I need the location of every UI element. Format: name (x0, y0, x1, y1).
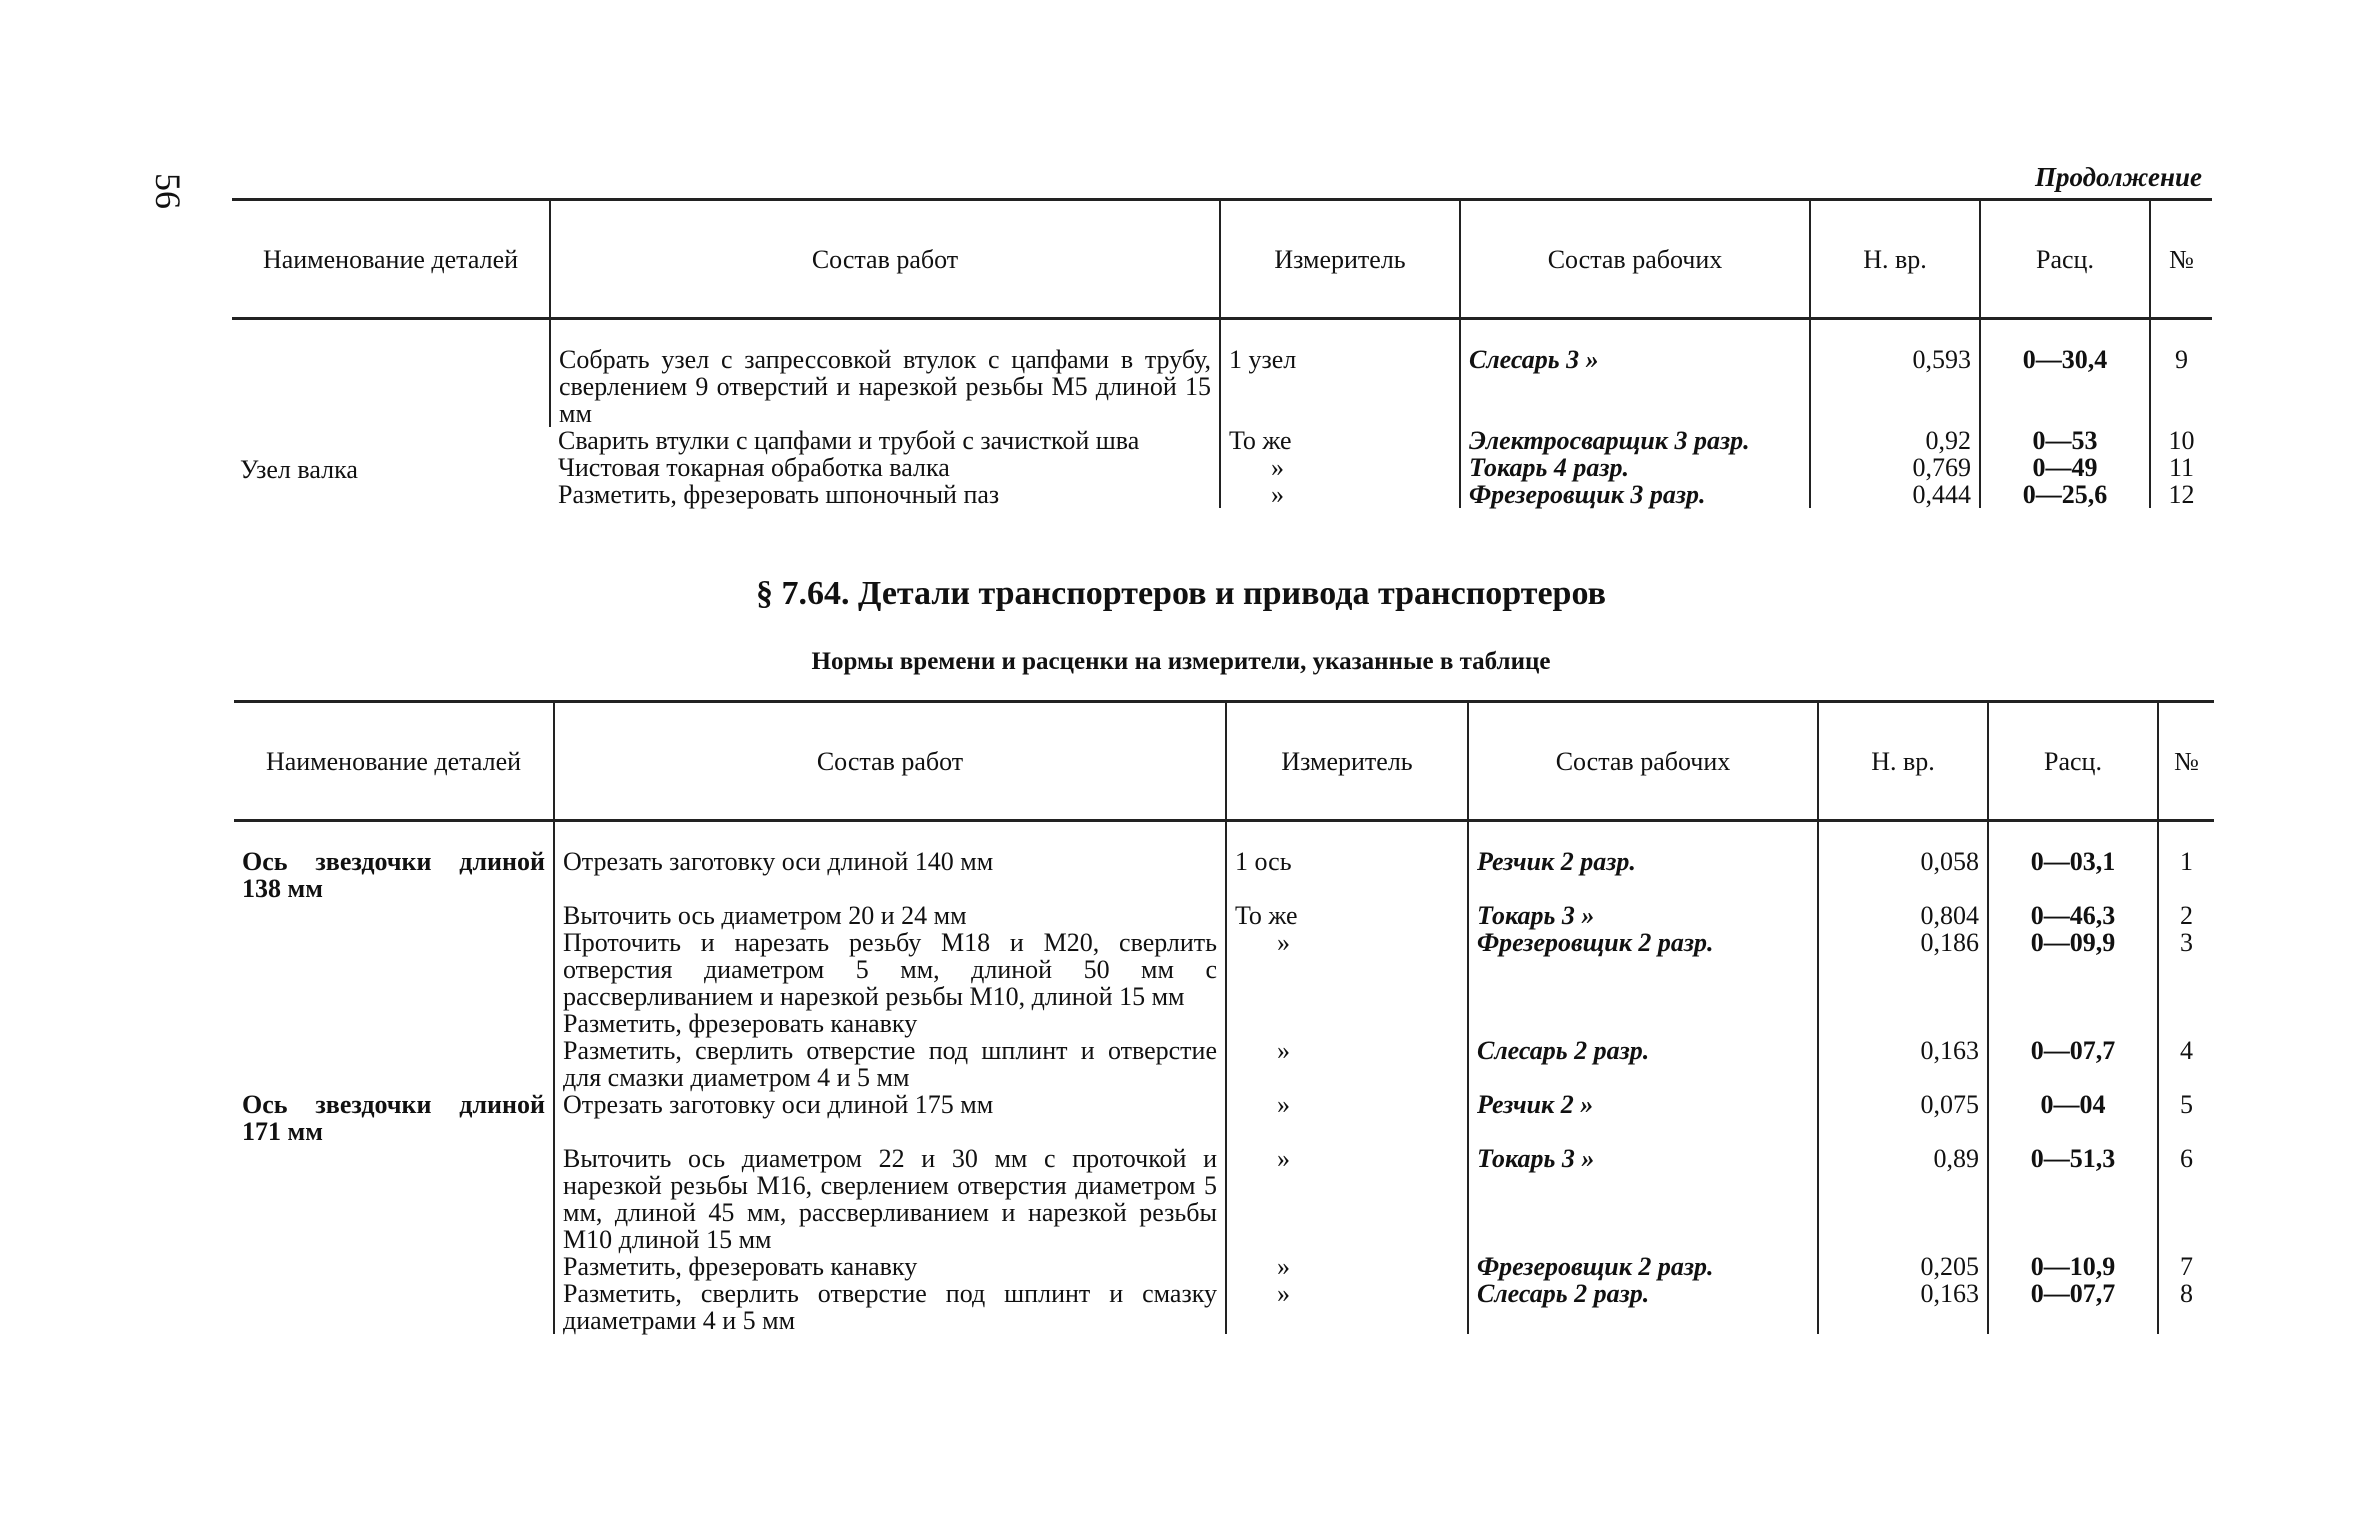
rate-cell: 0—07,7 (1988, 1037, 2158, 1091)
header-no: № (2150, 200, 2212, 319)
hvr-cell: 0,075 (1818, 1091, 1988, 1145)
unit-cell: » (1226, 929, 1468, 1010)
workers-cell: Токарь 3 » (1468, 902, 1818, 929)
section-subtitle: Нормы времени и расценки на измерители, указанные в таблице (811, 648, 1551, 675)
unit-cell: » (1220, 454, 1460, 481)
work-cell: Чистовая токарная обработка валка (558, 453, 950, 482)
rate-cell: 0—04 (1988, 1091, 2158, 1145)
rate-cell (1988, 1010, 2158, 1037)
no-cell: 5 (2158, 1091, 2214, 1145)
detail-name (234, 929, 554, 1010)
work-cell: Сварить втулки с цапфами и трубой с зачисткой шва (558, 426, 1140, 455)
no-cell: 2 (2158, 902, 2214, 929)
header-work: Состав работ (550, 200, 1220, 319)
workers-cell: Электросварщик 3 разр. (1460, 427, 1810, 454)
table-transporter-parts (234, 700, 2214, 1334)
hvr-cell: 0,804 (1818, 902, 1988, 929)
rate-cell: 0—30,4 (1980, 319, 2150, 428)
rate-cell: 0—51,3 (1988, 1145, 2158, 1253)
no-cell: 6 (2158, 1145, 2214, 1253)
hvr-cell: 0,163 (1818, 1037, 1988, 1091)
detail-name: Узел валка (240, 454, 358, 484)
work-cell: Разметить, фрезеровать канавку (554, 1253, 1226, 1280)
table-row (234, 902, 2214, 929)
unit-cell: 1 ось (1226, 821, 1468, 903)
rate-cell: 0—53 (1980, 427, 2150, 454)
work-cell: Отрезать заготовку оси длиной 175 мм (554, 1091, 1226, 1145)
header-work: Состав работ (554, 702, 1226, 821)
hvr-cell: 0,89 (1818, 1145, 1988, 1253)
workers-cell: Резчик 2 разр. (1468, 821, 1818, 903)
workers-cell: Слесарь 2 разр. (1468, 1280, 1818, 1334)
unit-cell: » (1226, 1145, 1468, 1253)
rate-cell: 0—07,7 (1988, 1280, 2158, 1334)
hvr-cell: 0,92 (1810, 427, 1980, 454)
table-row (234, 1091, 2214, 1145)
section-title: § 7.64. Детали транспортеров и привода транспортеров (756, 575, 1606, 612)
table-row (234, 1010, 2214, 1037)
table-row (232, 319, 2212, 428)
detail-name (234, 902, 554, 929)
workers-cell: Токарь 4 разр. (1460, 454, 1810, 481)
table-row (234, 1145, 2214, 1253)
workers-cell: Токарь 3 » (1468, 1145, 1818, 1253)
no-cell: 9 (2150, 319, 2212, 428)
rate-cell: 0—09,9 (1988, 929, 2158, 1010)
rate-cell: 0—25,6 (1980, 481, 2150, 508)
no-cell: 8 (2158, 1280, 2214, 1334)
detail-name: Ось звездочки длиной 171 мм (242, 1090, 545, 1146)
work-cell: Разметить, фрезеровать шпоночный паз (558, 480, 1000, 509)
workers-cell: Слесарь 2 разр. (1468, 1037, 1818, 1091)
table-continuation (232, 198, 2212, 508)
workers-cell (1468, 1010, 1818, 1037)
table-row (234, 1280, 2214, 1334)
detail-name (234, 1010, 554, 1037)
no-cell: 4 (2158, 1037, 2214, 1091)
unit-cell: » (1226, 1037, 1468, 1091)
header-name: Наименование деталей (265, 746, 522, 776)
unit-cell (1226, 1010, 1468, 1037)
work-cell: Выточить ось диаметром 22 и 30 мм с проточкой и нарезкой резьбы М16, сверлением отверстия диаметром 5 мм, длиной 45 мм, рассверливанием и нарезкой резьбы М10 длиной 15 мм (554, 1145, 1226, 1253)
header-rate: Расц. (1980, 200, 2150, 319)
table-row (234, 1037, 2214, 1091)
unit-cell: То же (1220, 427, 1460, 454)
rate-cell: 0—46,3 (1988, 902, 2158, 929)
header-name: Наименование деталей (262, 244, 519, 274)
work-cell: Проточить и нарезать резьбу М18 и М20, сверлить отверстия диаметром 5 мм, длиной 50 мм с рассверливанием и нарезкой резьбы М10, длиной 15 мм (554, 929, 1226, 1010)
hvr-cell: 0,163 (1818, 1280, 1988, 1334)
header-workers: Состав рабочих (1460, 200, 1810, 319)
work-cell: Разметить, сверлить отверстие под шплинт и отверстие для смазки диаметром 4 и 5 мм (554, 1037, 1226, 1091)
header-hvr: Н. вр. (1818, 702, 1988, 821)
page-number: 56 (148, 173, 188, 209)
detail-name (234, 1253, 554, 1280)
no-cell: 3 (2158, 929, 2214, 1010)
no-cell: 1 (2158, 821, 2214, 903)
header-workers: Состав рабочих (1468, 702, 1818, 821)
detail-name (234, 1280, 554, 1334)
unit-cell: 1 узел (1220, 319, 1460, 428)
work-cell: Отрезать заготовку оси длиной 140 мм (554, 821, 1226, 903)
no-cell (2158, 1010, 2214, 1037)
workers-cell: Фрезеровщик 3 разр. (1460, 481, 1810, 508)
rate-cell: 0—10,9 (1988, 1253, 2158, 1280)
hvr-cell: 0,593 (1810, 319, 1980, 428)
no-cell: 7 (2158, 1253, 2214, 1280)
table-header-row (232, 200, 2212, 319)
no-cell: 12 (2150, 481, 2212, 508)
unit-cell: » (1220, 481, 1460, 508)
table-row (234, 929, 2214, 1010)
unit-cell: » (1226, 1280, 1468, 1334)
hvr-cell (1818, 1010, 1988, 1037)
workers-cell: Резчик 2 » (1468, 1091, 1818, 1145)
unit-cell: » (1226, 1253, 1468, 1280)
hvr-cell: 0,769 (1810, 454, 1980, 481)
hvr-cell: 0,186 (1818, 929, 1988, 1010)
work-cell: Разметить, сверлить отверстие под шплинт и смазку диаметрами 4 и 5 мм (554, 1280, 1226, 1334)
table-row (234, 821, 2214, 903)
unit-cell: » (1226, 1091, 1468, 1145)
rate-cell: 0—49 (1980, 454, 2150, 481)
header-unit: Измеритель (1220, 200, 1460, 319)
table-header-row (234, 702, 2214, 821)
work-cell: Собрать узел с запрессовкой втулок с цапфами в трубу, сверлением 9 отверстий и нарезкой резьбы М5 длиной 15 мм (550, 319, 1220, 428)
workers-cell: Фрезеровщик 2 разр. (1468, 929, 1818, 1010)
no-cell: 11 (2150, 454, 2212, 481)
detail-name: Ось звездочки длиной 138 мм (242, 847, 545, 903)
detail-name (234, 1037, 554, 1091)
no-cell: 10 (2150, 427, 2212, 454)
table-row (234, 1253, 2214, 1280)
workers-cell: Слесарь 3 » (1460, 319, 1810, 428)
hvr-cell: 0,444 (1810, 481, 1980, 508)
workers-cell: Фрезеровщик 2 разр. (1468, 1253, 1818, 1280)
work-cell: Выточить ось диаметром 20 и 24 мм (554, 902, 1226, 929)
hvr-cell: 0,205 (1818, 1253, 1988, 1280)
detail-name (234, 1145, 554, 1253)
header-unit: Измеритель (1226, 702, 1468, 821)
header-no: № (2158, 702, 2214, 821)
rate-cell: 0—03,1 (1988, 821, 2158, 903)
header-hvr: Н. вр. (1810, 200, 1980, 319)
work-cell: Разметить, фрезеровать канавку (554, 1010, 1226, 1037)
hvr-cell: 0,058 (1818, 821, 1988, 903)
header-rate: Расц. (1988, 702, 2158, 821)
continuation-label: Продолжение (2034, 162, 2202, 192)
unit-cell: То же (1226, 902, 1468, 929)
